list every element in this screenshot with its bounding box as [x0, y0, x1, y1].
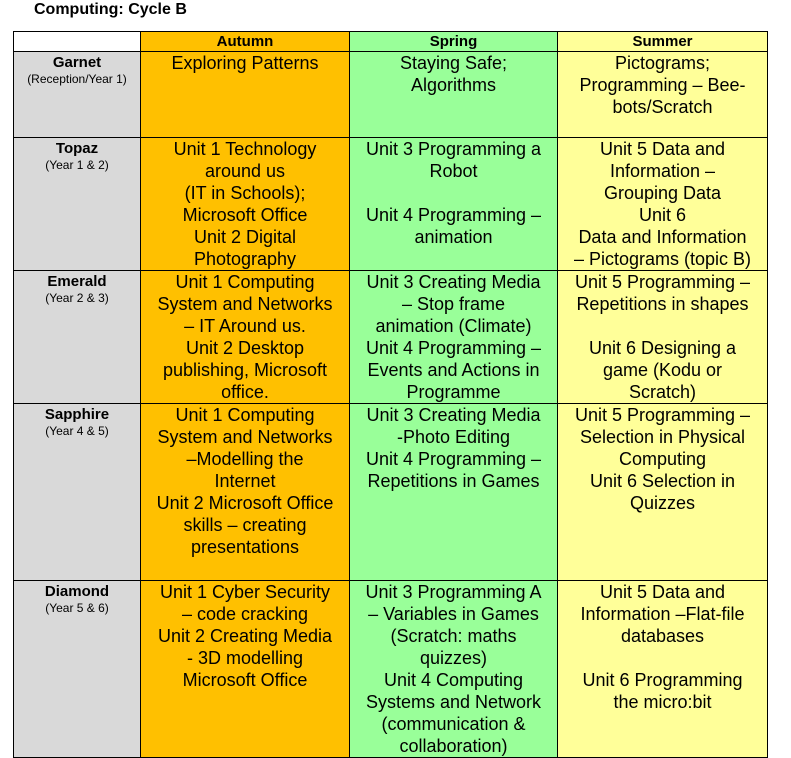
cell-text-line: bots/Scratch [612, 97, 713, 117]
cell-text-line: System and Networks [157, 294, 333, 314]
group-name: Emerald [47, 273, 107, 290]
cell-text-line: Unit 6 Selection in [589, 471, 736, 491]
cell-text-line: office. [221, 382, 269, 402]
cell-text-line: Unit 6 Designing a [588, 338, 737, 358]
header-autumn: Autumn [141, 32, 350, 52]
group-years: (Year 1 & 2) [45, 158, 109, 172]
autumn-cell [141, 404, 350, 581]
cell-text-line: Unit 5 Programming – [574, 272, 751, 292]
header-row [14, 32, 768, 52]
line-gap [560, 315, 765, 337]
group-cell [14, 271, 141, 404]
summer-cell [558, 404, 768, 581]
cell-text-line: Grouping Data [603, 183, 722, 203]
header-blank [14, 32, 141, 52]
cell-text-line: (IT in Schools); [184, 183, 306, 203]
group-years: (Reception/Year 1) [27, 72, 127, 86]
cell-text-line: – code cracking [181, 604, 309, 624]
autumn-cell [141, 271, 350, 404]
spring-cell [350, 404, 558, 581]
cell-text-line: presentations [190, 537, 300, 557]
header-summer: Summer [558, 32, 768, 52]
cell-text-line: Unit 5 Data and [599, 582, 726, 602]
spring-cell [350, 271, 558, 404]
cell-text-line: animation [414, 227, 493, 247]
cell-text-line: publishing, Microsoft [162, 360, 328, 380]
group-name: Diamond [44, 583, 110, 600]
line-gap [560, 647, 765, 669]
cell-text-line: Unit 5 Data and [599, 139, 726, 159]
cell-text-line: Microsoft Office [182, 670, 308, 690]
group-name: Topaz [55, 140, 99, 157]
group-cell [14, 404, 141, 581]
cell-text-line: Robot [429, 161, 478, 181]
page-title: Computing: Cycle B [34, 1, 187, 18]
table-row [14, 404, 768, 581]
header-spring: Spring [350, 32, 558, 52]
cell-text-line: – Pictograms (topic B) [573, 249, 752, 269]
cell-text-line: Pictograms; [614, 53, 711, 73]
cell-text-line: Unit 2 Microsoft Office [156, 493, 334, 513]
group-years: (Year 4 & 5) [45, 424, 109, 438]
cell-text-line: Unit 2 Desktop [185, 338, 305, 358]
cell-text-line: Unit 4 Computing [383, 670, 524, 690]
cell-text-line: – Variables in Games [368, 604, 539, 624]
cell-text-line: game (Kodu or [602, 360, 723, 380]
table-row [14, 138, 768, 271]
autumn-cell [141, 52, 350, 138]
cell-text-line: Algorithms [410, 75, 497, 95]
cell-text-line: Repetitions in Games [367, 471, 540, 491]
group-years: (Year 2 & 3) [45, 291, 109, 305]
autumn-cell [141, 138, 350, 271]
cell-text-line: – IT Around us. [184, 316, 306, 336]
cell-text-line: Unit 3 Creating Media [366, 405, 541, 425]
group-years: (Year 5 & 6) [45, 601, 109, 615]
cell-text-line: Unit 1 Computing [175, 405, 315, 425]
cell-text-line: Information – [609, 161, 716, 181]
cell-text-line: quizzes) [419, 648, 488, 668]
cell-text-line: Quizzes [629, 493, 696, 513]
cell-text-line: Programme [406, 382, 501, 402]
cell-text-line: Unit 1 Cyber Security [159, 582, 331, 602]
cell-text-line: Exploring Patterns [171, 53, 319, 73]
summer-cell [558, 52, 768, 138]
cell-text-line: databases [620, 626, 705, 646]
table-row [14, 271, 768, 404]
cell-text-line: the micro:bit [613, 692, 712, 712]
cell-text-line: around us [204, 161, 286, 181]
group-cell [14, 52, 141, 138]
summer-cell [558, 271, 768, 404]
cell-text-line: Data and Information [578, 227, 747, 247]
cell-text-line: Unit 6 Programming [582, 670, 743, 690]
spring-cell [350, 52, 558, 138]
cell-text-line: Photography [193, 249, 297, 269]
cell-text-line: Unit 2 Creating Media [157, 626, 333, 646]
cell-text-line: – Stop frame [401, 294, 506, 314]
cell-text-line: Unit 6 [638, 205, 687, 225]
cell-text-line: Unit 4 Programming – [365, 449, 542, 469]
curriculum-table [13, 31, 768, 758]
spring-cell [350, 581, 558, 758]
cell-text-line: (Scratch: maths [390, 626, 517, 646]
cell-text-line: Information –Flat-file [580, 604, 745, 624]
cell-text-line: Unit 4 Programming – [365, 205, 542, 225]
autumn-cell [141, 581, 350, 758]
cell-text-line: Selection in Physical [579, 427, 746, 447]
cell-text-line: –Modelling the [186, 449, 304, 469]
spring-cell [350, 138, 558, 271]
cell-text-line: Staying Safe; [399, 53, 508, 73]
summer-cell [558, 138, 768, 271]
group-cell [14, 581, 141, 758]
cell-text-line: Unit 1 Technology [173, 139, 317, 159]
cell-text-line: System and Networks [157, 427, 333, 447]
cell-text-line: Unit 4 Programming – [365, 338, 542, 358]
cell-text-line: Microsoft Office [182, 205, 308, 225]
cell-text-line: Computing [618, 449, 707, 469]
cell-text-line: -Photo Editing [396, 427, 511, 447]
table-row [14, 581, 768, 758]
cell-text-line: Unit 1 Computing [175, 272, 315, 292]
cell-text-line: Unit 3 Creating Media [366, 272, 541, 292]
group-cell [14, 138, 141, 271]
table-row [14, 52, 768, 138]
cell-text-line: Repetitions in shapes [576, 294, 749, 314]
cell-text-line: Scratch) [628, 382, 697, 402]
cell-text-line: skills – creating [183, 515, 307, 535]
cell-text-line: collaboration) [399, 736, 508, 756]
cell-text-line: Unit 3 Programming a [365, 139, 542, 159]
cell-text-line: Unit 2 Digital [193, 227, 297, 247]
group-name: Garnet [52, 54, 102, 71]
group-name: Sapphire [44, 406, 110, 423]
cell-text-line: Unit 3 Programming A [365, 582, 542, 602]
line-gap [352, 182, 555, 204]
cell-text-line: Programming – Bee- [579, 75, 746, 95]
cell-text-line: Internet [214, 471, 276, 491]
cell-text-line: Unit 5 Programming – [574, 405, 751, 425]
cell-text-line: - 3D modelling [186, 648, 304, 668]
cell-text-line: Events and Actions in [367, 360, 540, 380]
cell-text-line: Systems and Network [365, 692, 542, 712]
cell-text-line: animation (Climate) [375, 316, 532, 336]
cell-text-line: (communication & [381, 714, 526, 734]
summer-cell [558, 581, 768, 758]
